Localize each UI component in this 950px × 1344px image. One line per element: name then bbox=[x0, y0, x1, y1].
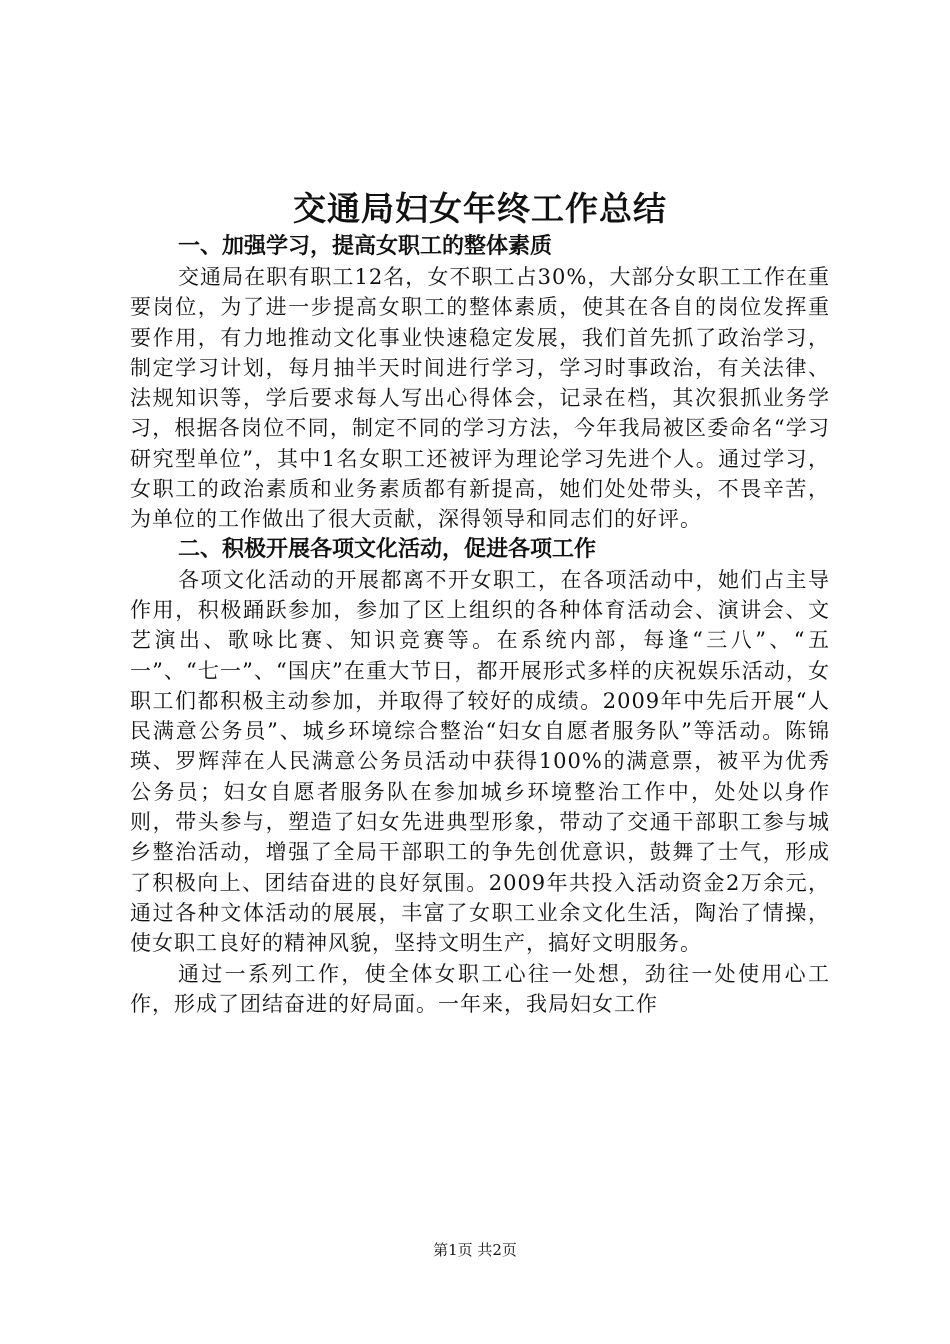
section-heading-1: 一、加强学习，提高女职工的整体素质 bbox=[178, 234, 553, 259]
closing-paragraph: 通过一系列工作，使全体女职工心往一处想，劲往一处使用心工作，形成了团结奋进的好局面。一年来，我局妇女工作 bbox=[130, 961, 830, 1016]
section-heading-2: 二、积极开展各项文化活动，促进各项工作 bbox=[178, 536, 597, 562]
section-paragraph-2: 各项文化活动的开展都离不开女职工，在各项活动中，她们占主导作用，积极踊跃参加，参加了区上组织的各种体育活动会、演讲会、文艺演出、歌咏比赛、知识竞赛等。在系统内部，每逢“三八”、“五一”、“七一”、“国庆”在重大节日，都开展形式多样的庆祝娱乐活动，女职工们都积极主动参加，并取得了较好的成绩。2009年中先后开展“人民满意公务员”、城乡环境综合整治“妇女自愿者服务队”等活动。陈锦瑛、罗辉萍在人民满意公务员活动中获得100%的满意票，被平为优秀公务员；妇女自愿者服务队在参加城乡环境整治工作中，处处以身作则，带头参与，塑造了妇女先进典型形象，带动了交通干部职工参与城乡整治活动，增强了全局干部职工的争先创优意识，鼓舞了士气，形成了积极向上、团结奋进的良好氛围。2009年共投入活动资金2万余元，通过各种文体活动的展展，丰富了女职工业余文化生活，陶治了情操，使女职工良好的精神风貌，坚持文明生产，搞好文明服务。 bbox=[130, 567, 830, 956]
document-body bbox=[130, 186, 830, 1019]
page-footer: 第1页 共2页 bbox=[433, 1241, 517, 1259]
document-title: 交通局妇女年终工作总结 bbox=[293, 189, 667, 228]
section-paragraph-1: 交通局在职有职工12名，女不职工占30%，大部分女职工工作在重要岗位，为了进一步提高女职工的整体素质，使其在各自的岗位发挥重要作用，有力地推动文化事业快速稳定发展，我们首先抓了政治学习，制定学习计划，每月抽半天时间进行学习，学习时事政治，有关法律、法规知识等，学后要求每人写出心得体会，记录在档，其次狠抓业务学习，根据各岗位不同，制定不同的学习方法，今年我局被区委命名“学习研究型单位”，其中1名女职工还被评为理论学习先进个人。通过学习，女职工的政治素质和业务素质都有新提高，她们处处带头，不畏辛苦，为单位的工作做出了很大贡献，深得领导和同志们的好评。 bbox=[130, 265, 830, 532]
